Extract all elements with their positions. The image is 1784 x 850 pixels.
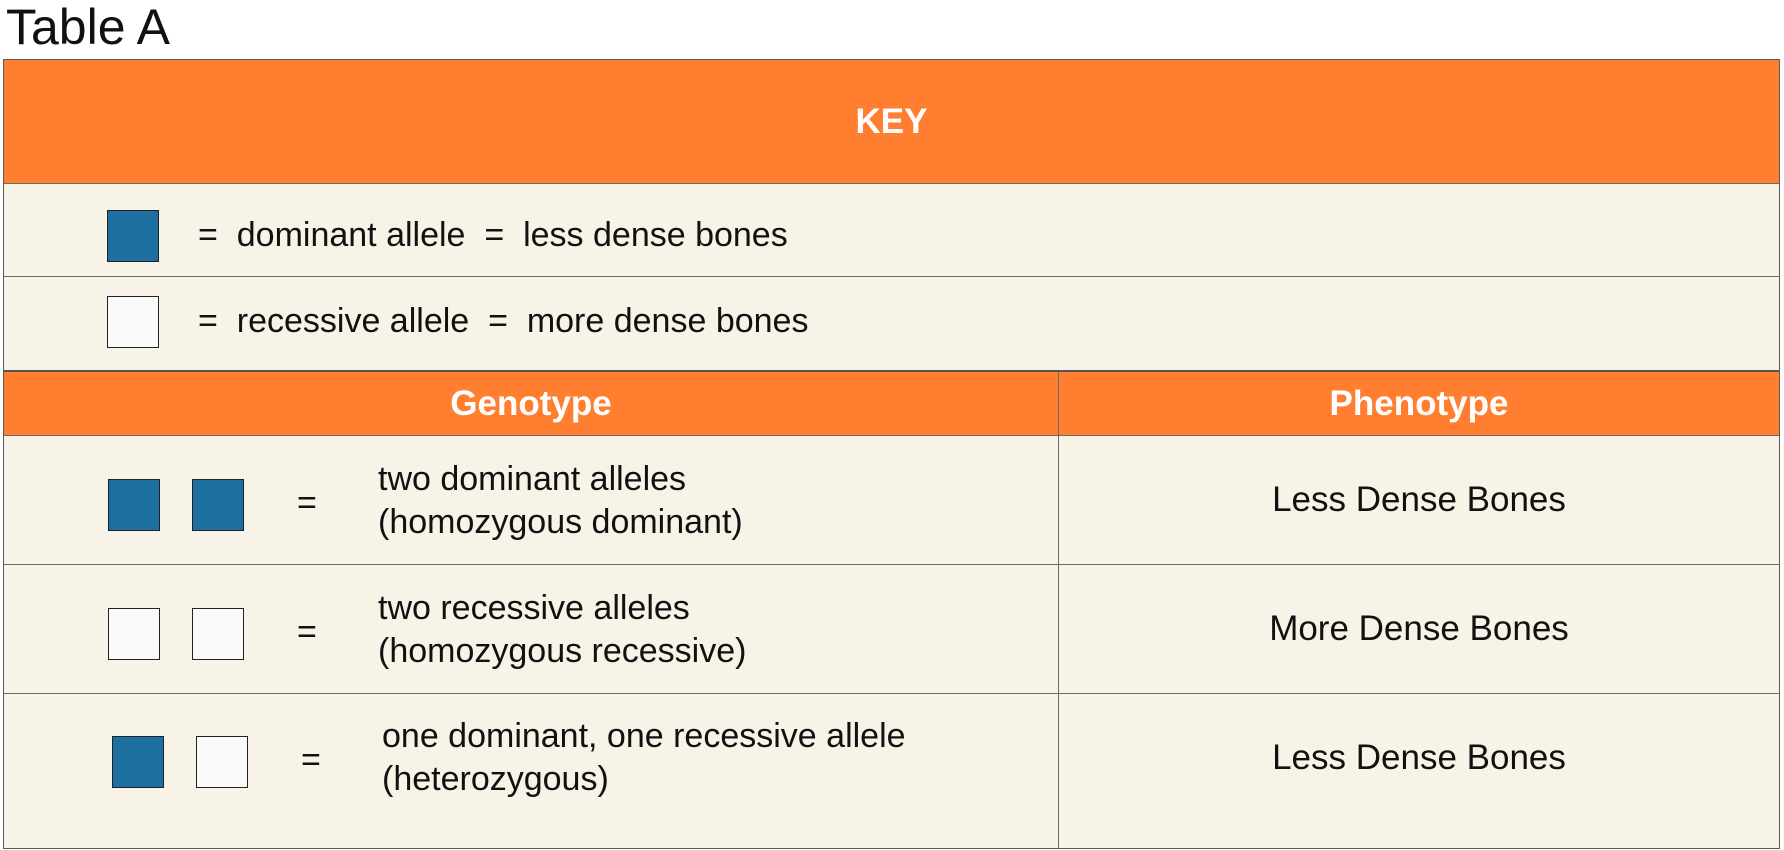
genotype-line-2: (heterozygous) — [382, 760, 609, 798]
key-row-text: = dominant allele = less dense bones — [198, 216, 788, 254]
genotype-line-1: one dominant, one recessive allele — [382, 717, 906, 755]
key-header-label: KEY — [855, 101, 928, 141]
page-title: Table A — [6, 0, 171, 55]
equals-sign: = — [297, 484, 317, 522]
genotype-header: Genotype — [450, 383, 612, 423]
key-header — [4, 60, 1779, 183]
genotype-line-2: (homozygous recessive) — [378, 632, 747, 670]
dominant-allele-square — [108, 479, 160, 531]
genotype-line-1: two dominant alleles — [378, 460, 687, 498]
phenotype-header: Phenotype — [1329, 383, 1509, 423]
equals-sign: = — [297, 613, 317, 651]
genotype-description — [382, 715, 906, 801]
genotype-description — [378, 587, 746, 673]
genotype-phenotype-header — [4, 370, 1779, 435]
dominant-allele-square — [112, 736, 164, 788]
table-row — [4, 435, 1779, 564]
key-row-text: = recessive allele = more dense bones — [198, 302, 809, 340]
table-row — [4, 564, 1779, 693]
phenotype-cell: More Dense Bones — [1269, 609, 1569, 648]
phenotype-cell: Less Dense Bones — [1272, 738, 1566, 777]
key-row-dominant — [4, 183, 1779, 276]
recessive-allele-square — [196, 736, 248, 788]
genetics-table — [3, 59, 1780, 849]
genotype-description — [378, 458, 743, 544]
key-row-recessive — [4, 276, 1779, 370]
recessive-allele-square — [192, 608, 244, 660]
recessive-allele-square — [107, 296, 159, 348]
equals-sign: = — [301, 741, 321, 779]
table-row — [4, 693, 1779, 849]
genotype-line-1: two recessive alleles — [378, 589, 690, 627]
dominant-allele-square — [107, 210, 159, 262]
dominant-allele-square — [192, 479, 244, 531]
recessive-allele-square — [108, 608, 160, 660]
phenotype-cell: Less Dense Bones — [1272, 480, 1566, 519]
genotype-line-2: (homozygous dominant) — [378, 503, 743, 541]
